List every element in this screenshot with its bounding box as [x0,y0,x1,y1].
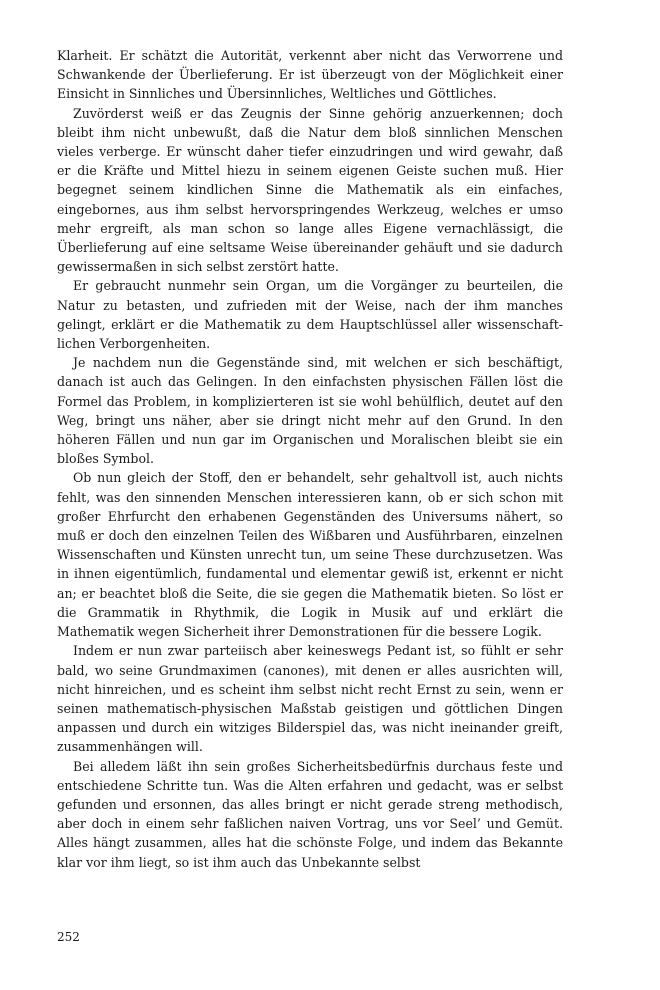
paragraph-3: Er gebraucht nunmehr sein Organ, um die Vorgänger zu beurteilen, die Natur zu betasten, und zufrieden mit der Weise, nach der ihm manches gelingt, erklärt er die Mathematik zu dem Hauptschlüssel aller wissenschaftlichen Verborgenheiten. [57,278,563,352]
paragraph-2: Zuvörderst weiß er das Zeugnis der Sinne gehörig anzuerkennen; doch bleibt ihm nicht unbewußt, daß die Natur dem bloß sinnlichen Menschen vieles verberge. Er wünscht daher tiefer einzudringen und wird gewahr, daß er die Kräfte und Mittel hiezu in seinem eigenen Geiste suchen muß. Hier begegnet seinem kindlichen Sinne die Mathematik als ein einfaches, eingebornes, aus ihm selbst hervorspringendes Werkzeug, welches er umso mehr ergreift, als man schon so lange alles Eigene vernachlässigt, die Überlieferung auf eine seltsame Weise übereinander gehäuft und sie dadurch gewissermaßen in sich selbst zerstört hatte. [57,105,563,275]
paragraph-4: Je nachdem nun die Gegenstände sind, mit welchen er sich beschäftigt, danach ist auch das Gelingen. In den einfachsten physischen Fällen löst die Formel das Problem, in komplizierteren ist sie wohl behülflich, deutet auf den Weg, bringt uns näher, aber sie dringt nicht mehr auf den Grund. In den höheren Fällen und nun gar im Organischen und Moralischen bleibt sie ein bloßes Symbol. [57,355,563,467]
paragraph-6: Indem er nun zwar parteiisch aber keineswegs Pedant ist, so fühlt er sehr bald, wo seine Grundmaximen (canones), mit denen er alles ausrichten will, nicht hinreichen, und es scheint ihm selbst nicht recht Ernst zu sein, wenn er seinen mathematisch-physischen Maßstab geistigen und göttlichen Dingen anpassen und durch ein witziges Bilderspiel das, was nicht ineinander greift, zusammenhängen will. [57,643,563,755]
paragraph-1: Klarheit. Er schätzt die Autorität, verkennt aber nicht das Verworrene und Schwankende der Überlieferung. Er ist überzeugt von der Möglichkeit einer Einsicht in Sinnliches und Übersinnliches, Weltliches und Göttliches. [57,48,563,102]
page-number: 252 [57,930,80,944]
paragraph-7: Bei alledem läßt ihn sein großes Sicherheitsbedürfnis durchaus feste und entschiedene Schritte tun. Was die Alten erfahren und gedacht, was er selbst gefunden und ersonnen, das alles bringt er nicht gerade streng methodisch, aber doch in einem sehr faßlichen naiven Vortrag, uns vor Seel’ und Gemüt. Alles hängt zusammen, alles hat die schönste Folge, und indem das Bekannte klar vor ihm liegt, so ist ihm auch das Unbekannte selbst [57,758,563,870]
paragraph-5: Ob nun gleich der Stoff, den er behandelt, sehr gehaltvoll ist, auch nichts fehlt, was den sinnenden Menschen interessieren kann, ob er sich schon mit großer Ehrfurcht den erhabenen Gegenständen des Universums nähert, so muß er doch den einzelnen Teilen des Wißbaren und Ausführbaren, einzelnen Wissenschaften und Künsten unrecht tun, um seine These durchzusetzen. Was in ihnen eigentümlich, fundamental und elementar gewiß ist, erkennt er nicht an; er beachtet bloß die Seite, die sie gegen die Mathematik bieten. So löst er die Grammatik in Rhythmik, die Logik in Musik auf und erklärt die Mathematik wegen Sicherheit ihrer Demonstrationen für die bessere Logik. [57,470,563,640]
body-text [57,46,563,872]
